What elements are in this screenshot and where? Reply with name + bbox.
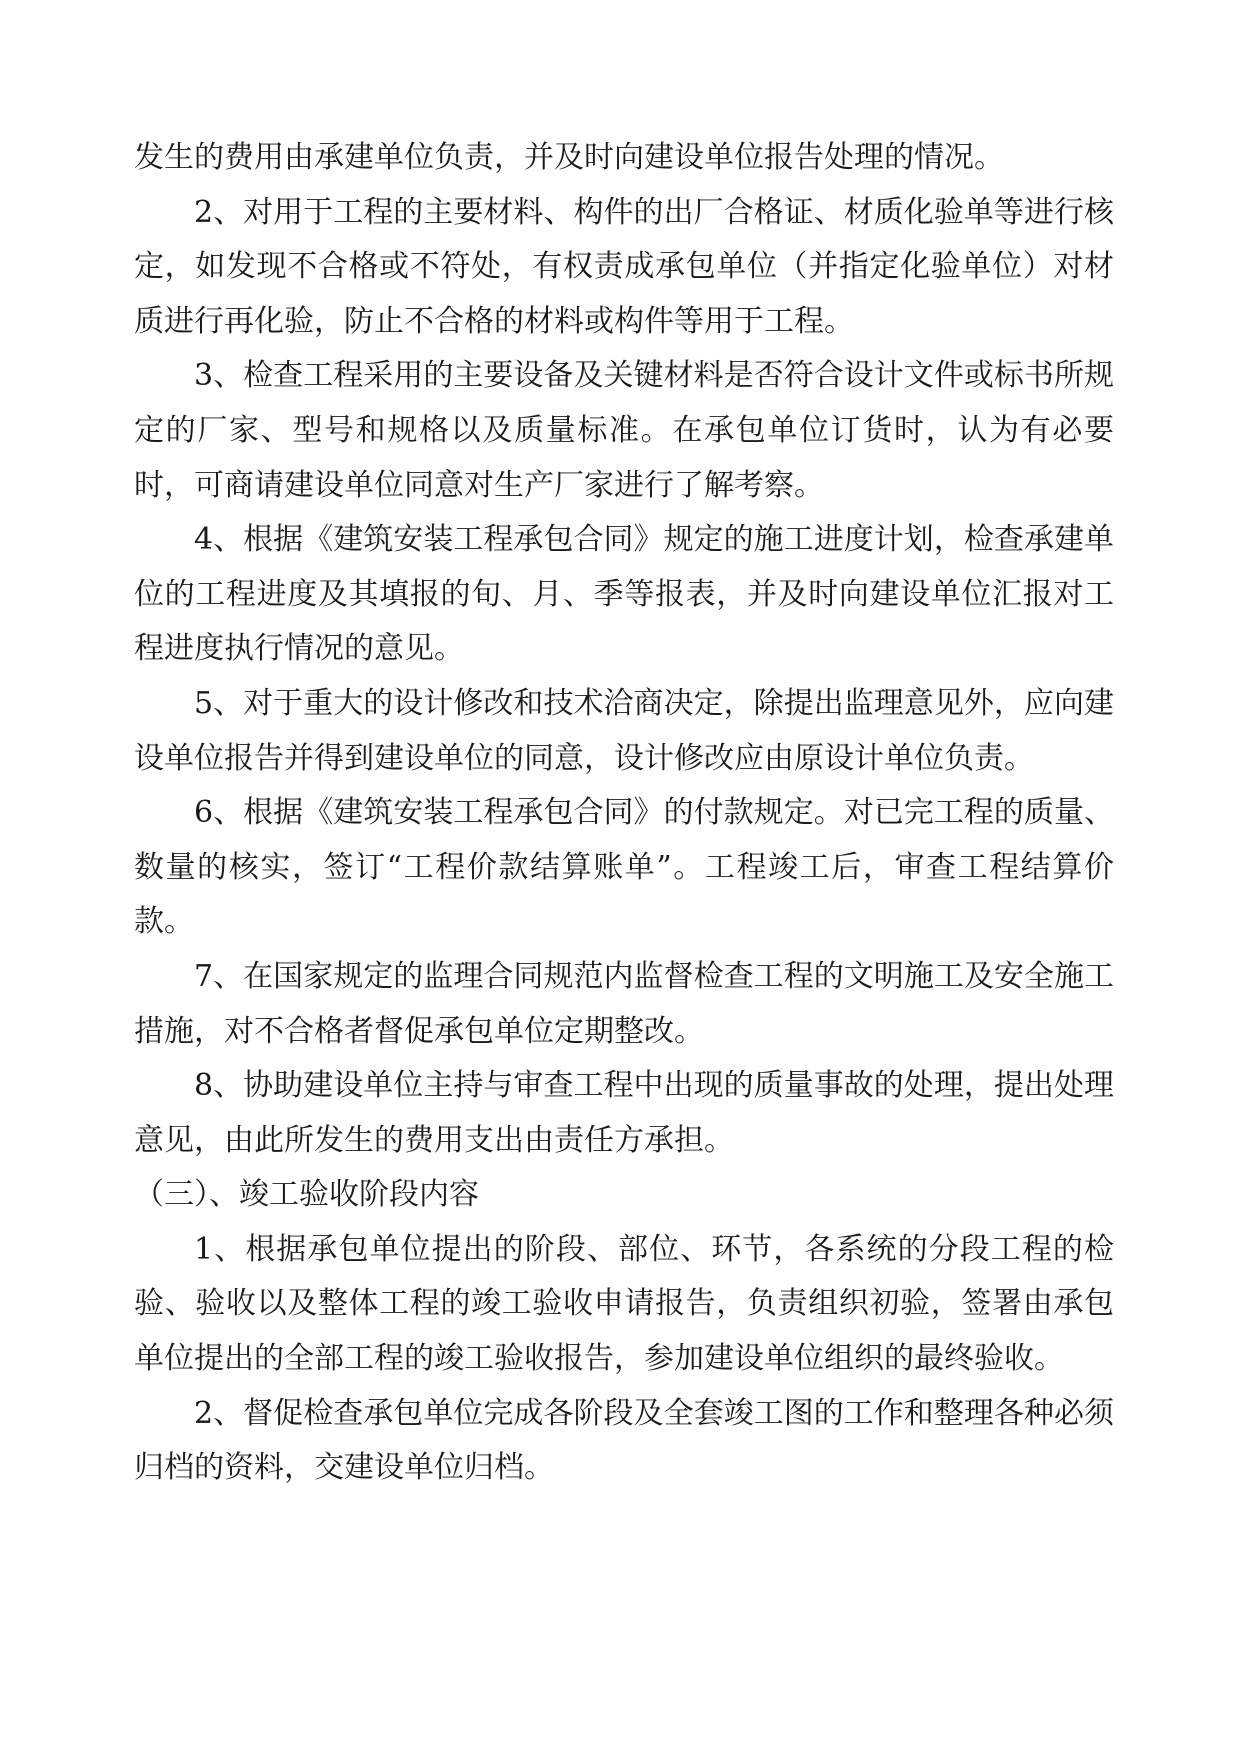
paragraph-item-8: 8、协助建设单位主持与审查工程中出现的质量事故的处理，提出处理意见，由此所发生的费用支出由责任方承担。 (134, 1068, 1114, 1158)
section-heading: （三）、竣工验收阶段内容 (134, 1177, 479, 1213)
paragraph-acceptance-1: 1、根据承包单位提出的阶段、部位、环节，各系统的分段工程的检验、验收以及整体工程的竣工验收申请报告，负责组织初验，签署由承包单位提出的全部工程的竣工验收报告，参加建设单位组织的最终验收。 (134, 1231, 1114, 1377)
paragraph-continuation: 发生的费用由承建单位负责，并及时向建设单位报告处理的情况。 (134, 140, 1004, 175)
paragraph-item-7: 7、在国家规定的监理合同规范内监督检查工程的文明施工及安全施工措施，对不合格者督促承包单位定期整改。 (134, 958, 1114, 1049)
paragraph-item-2: 2、对用于工程的主要材料、构件的出厂合格证、材质化验单等进行核定，如发现不合格或不符处，有权责成承包单位（并指定化验单位）对材质进行再化验，防止不合格的材料或构件等用于工程。 (134, 194, 1114, 339)
document-body (134, 131, 1114, 1496)
paragraph-item-5: 5、对于重大的设计修改和技术洽商决定，除提出监理意见外，应向建设单位报告并得到建设单位的同意，设计修改应由原设计单位负责。 (134, 685, 1114, 776)
paragraph-item-6: 6、根据《建筑安装工程承包合同》的付款规定。对已完工程的质量、数量的核实，签订“工程价款结算账单”。工程竣工后，审查工程结算价款。 (134, 795, 1114, 940)
paragraph-acceptance-2: 2、督促检查承包单位完成各阶段及全套竣工图的工作和整理各种必须归档的资料，交建设单位归档。 (134, 1395, 1114, 1486)
paragraph-item-4: 4、根据《建筑安装工程承包合同》规定的施工进度计划，检查承建单位的工程进度及其填报的旬、月、季等报表，并及时向建设单位汇报对工程进度执行情况的意见。 (134, 522, 1114, 667)
paragraph-item-3: 3、检查工程采用的主要设备及关键材料是否符合设计文件或标书所规定的厂家、型号和规格以及质量标准。在承包单位订货时，认为有必要时，可商请建设单位同意对生产厂家进行了解考察。 (134, 358, 1114, 503)
